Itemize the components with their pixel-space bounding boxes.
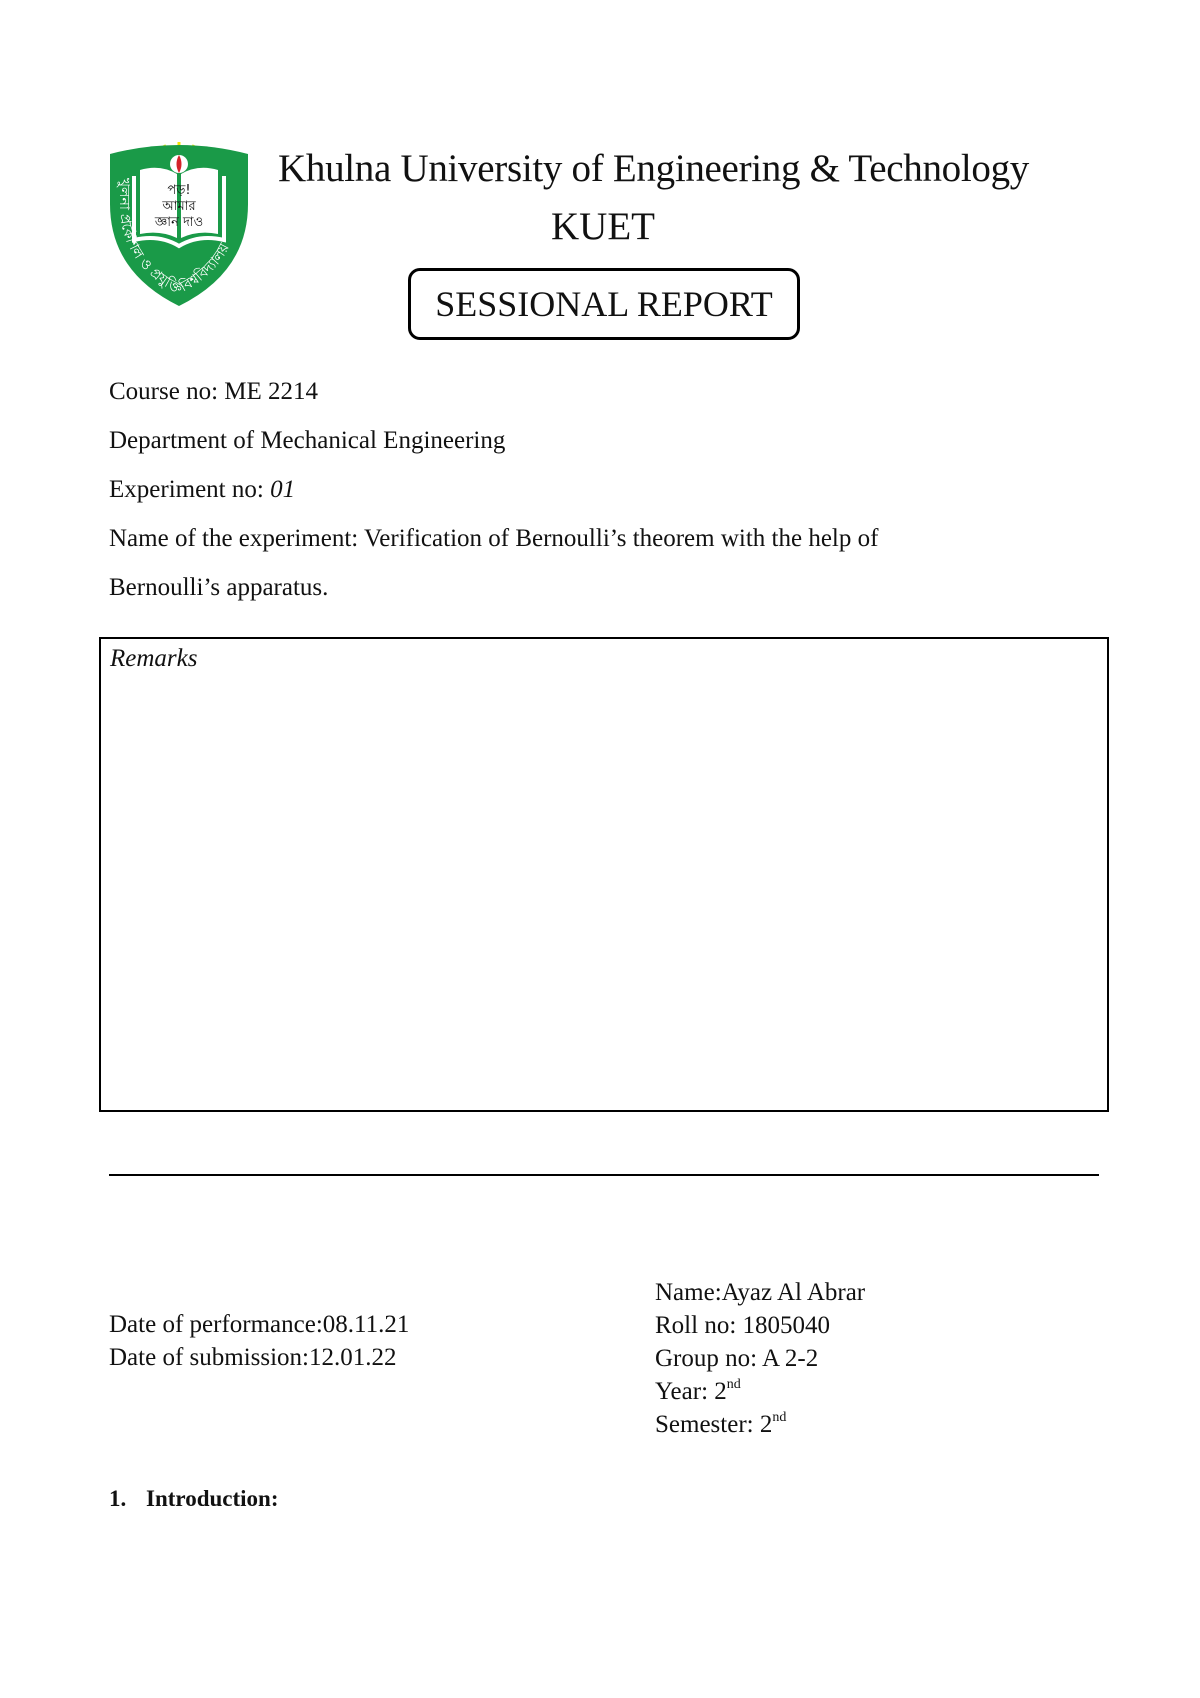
student-year [655,1375,865,1408]
university-name: Khulna University of Engineering & Technology [278,147,1029,190]
section-title: Introduction: [146,1486,279,1511]
course-number: Course no: ME 2214 [109,378,319,405]
student-semester [655,1408,865,1441]
student-year-label: Year: 2 [655,1378,727,1405]
experiment-number-value: 01 [270,476,296,503]
experiment-number [109,476,295,504]
logo-ring-text: খুলনা প্রকৌশল ও প্রযুক্তি বিশ্ববিদ্যালয় [116,177,233,298]
report-type-box [408,268,800,340]
student-info-block [655,1276,865,1441]
department-name: Department of Mechanical Engineering [109,427,506,454]
date-of-submission: Date of submission:12.01.22 [109,1344,397,1371]
section-heading-introduction [109,1486,279,1512]
experiment-name-line2: Bernoulli’s apparatus. [109,574,329,601]
student-group: Group no: A 2-2 [655,1345,819,1372]
horizontal-divider [109,1174,1099,1176]
remarks-label: Remarks [110,645,198,672]
student-roll: Roll no: 1805040 [655,1312,831,1339]
report-type-label: SESSIONAL REPORT [435,284,773,324]
dates-block [109,1308,409,1374]
student-year-suffix: nd [726,1376,741,1392]
remarks-box [99,637,1109,1112]
student-name: Name:Ayaz Al Abrar [655,1279,866,1306]
logo-motto-3: জ্ঞান দাও [154,215,204,230]
section-number: 1. [109,1486,127,1511]
student-semester-label: Semester: 2 [655,1411,773,1438]
experiment-number-label: Experiment no: [109,476,271,503]
logo-motto-1: পড়! [167,183,191,198]
university-abbreviation: KUET [551,205,655,248]
date-of-performance: Date of performance:08.11.21 [109,1311,410,1338]
student-semester-suffix: nd [772,1409,787,1425]
logo-motto-2: আমার [162,199,196,214]
experiment-name-line1: Name of the experiment: Verification of Bernoulli’s theorem with the help of [109,525,879,552]
